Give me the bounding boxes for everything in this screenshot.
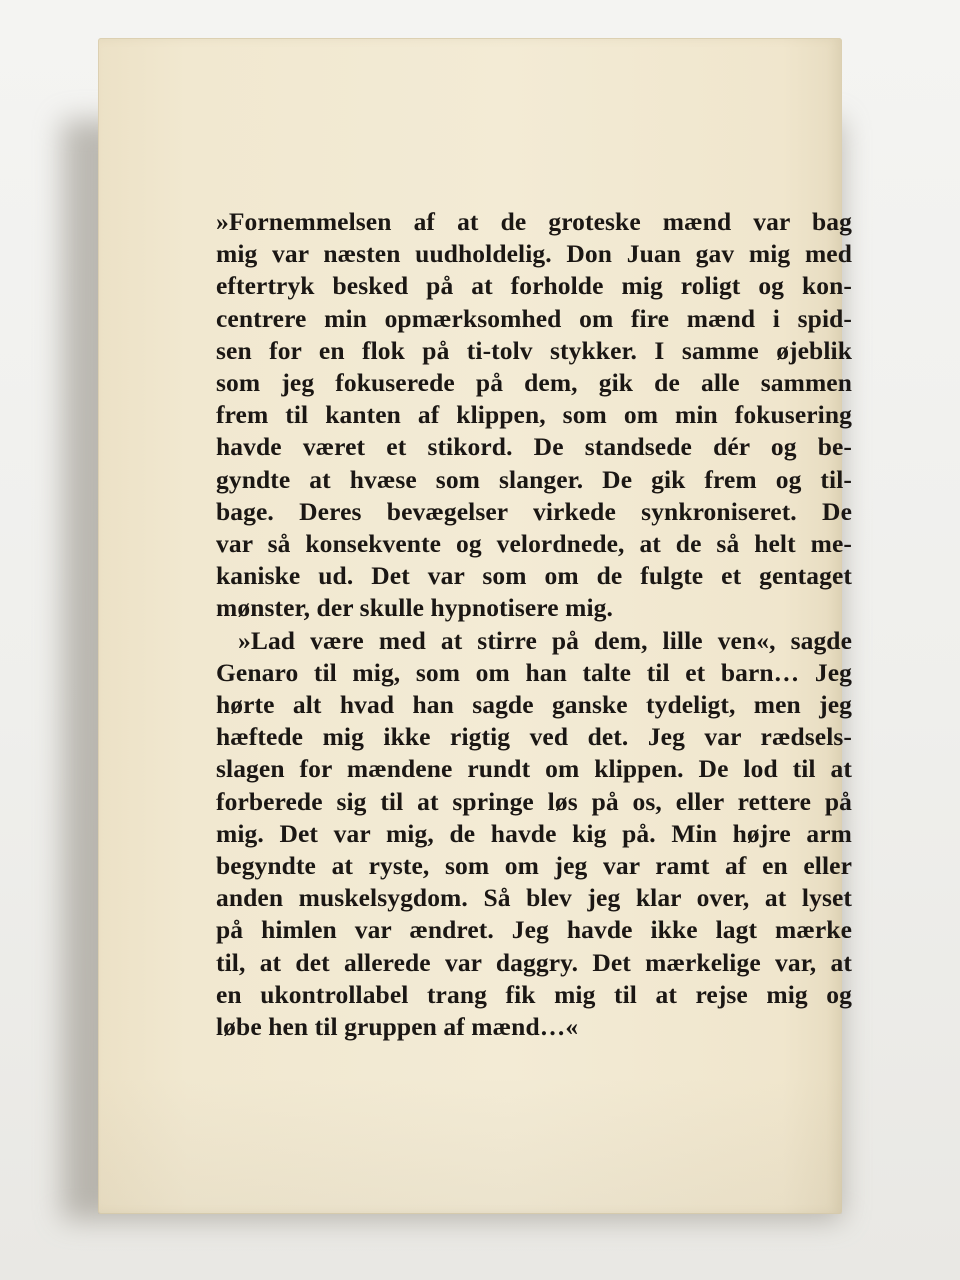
text-line: hørte alt hvad han sagde ganske tydeligt, men jeg bbox=[216, 690, 852, 720]
blurb-paragraph-1 bbox=[216, 206, 852, 625]
text-line: på himlen var ændret. Jeg havde ikke lagt mærke bbox=[216, 915, 852, 945]
text-line: mig. Det var mig, de havde kig på. Min højre arm bbox=[216, 818, 852, 848]
blurb-paragraph-2 bbox=[216, 625, 852, 1044]
text-line: slagen for mændene rundt om klippen. De lod til at bbox=[216, 754, 852, 784]
text-line: var så konsekvente og velordnede, at de så helt me- bbox=[216, 529, 852, 559]
text-line: mønster, der skulle hypnotisere mig. bbox=[216, 593, 613, 623]
text-line: begyndte at ryste, som om jeg var ramt af en eller bbox=[216, 851, 852, 881]
text-line: eftertryk besked på at forholde mig roligt og kon- bbox=[216, 271, 852, 301]
text-line: hæftede mig ikke rigtig ved det. Jeg var rædsels- bbox=[216, 722, 852, 752]
text-line: anden muskelsygdom. Så blev jeg klar over, at lyset bbox=[216, 883, 852, 913]
text-line: som jeg fokuserede på dem, gik de alle sammen bbox=[216, 368, 852, 398]
text-line: kaniske ud. Det var som om de fulgte et gentaget bbox=[216, 561, 852, 591]
book-back-cover bbox=[98, 38, 852, 1214]
text-line: »Lad være med at stirre på dem, lille ven«, sagde bbox=[238, 625, 852, 655]
text-line: Genaro til mig, som om han talte til et barn… Jeg bbox=[216, 657, 852, 687]
text-line: gyndte at hvæse som slanger. De gik frem og til- bbox=[216, 464, 852, 494]
text-line: »Fornemmelsen af at de groteske mænd var bag bbox=[216, 207, 852, 236]
text-line: centrere min opmærksomhed om fire mænd i spid- bbox=[216, 303, 852, 333]
text-line: sen for en flok på ti-tolv stykker. I samme øjeblik bbox=[216, 335, 852, 365]
text-line: bage. Deres bevægelser virkede synkroniseret. De bbox=[216, 496, 852, 526]
text-line: frem til kanten af klippen, som om min fokusering bbox=[216, 400, 852, 430]
text-line: til, at det allerede var daggry. Det mærkelige var, at bbox=[216, 947, 852, 977]
text-line: mig var næsten uudholdelig. Don Juan gav mig med bbox=[216, 239, 852, 269]
text-line: forberede sig til at springe løs på os, eller rettere på bbox=[216, 786, 852, 816]
text-line: løbe hen til gruppen af mænd…« bbox=[216, 1012, 579, 1042]
text-line: havde været et stikord. De standsede dér og be- bbox=[216, 432, 852, 462]
text-line: en ukontrollabel trang fik mig til at rejse mig og bbox=[216, 979, 852, 1009]
blurb-text bbox=[216, 206, 852, 1043]
